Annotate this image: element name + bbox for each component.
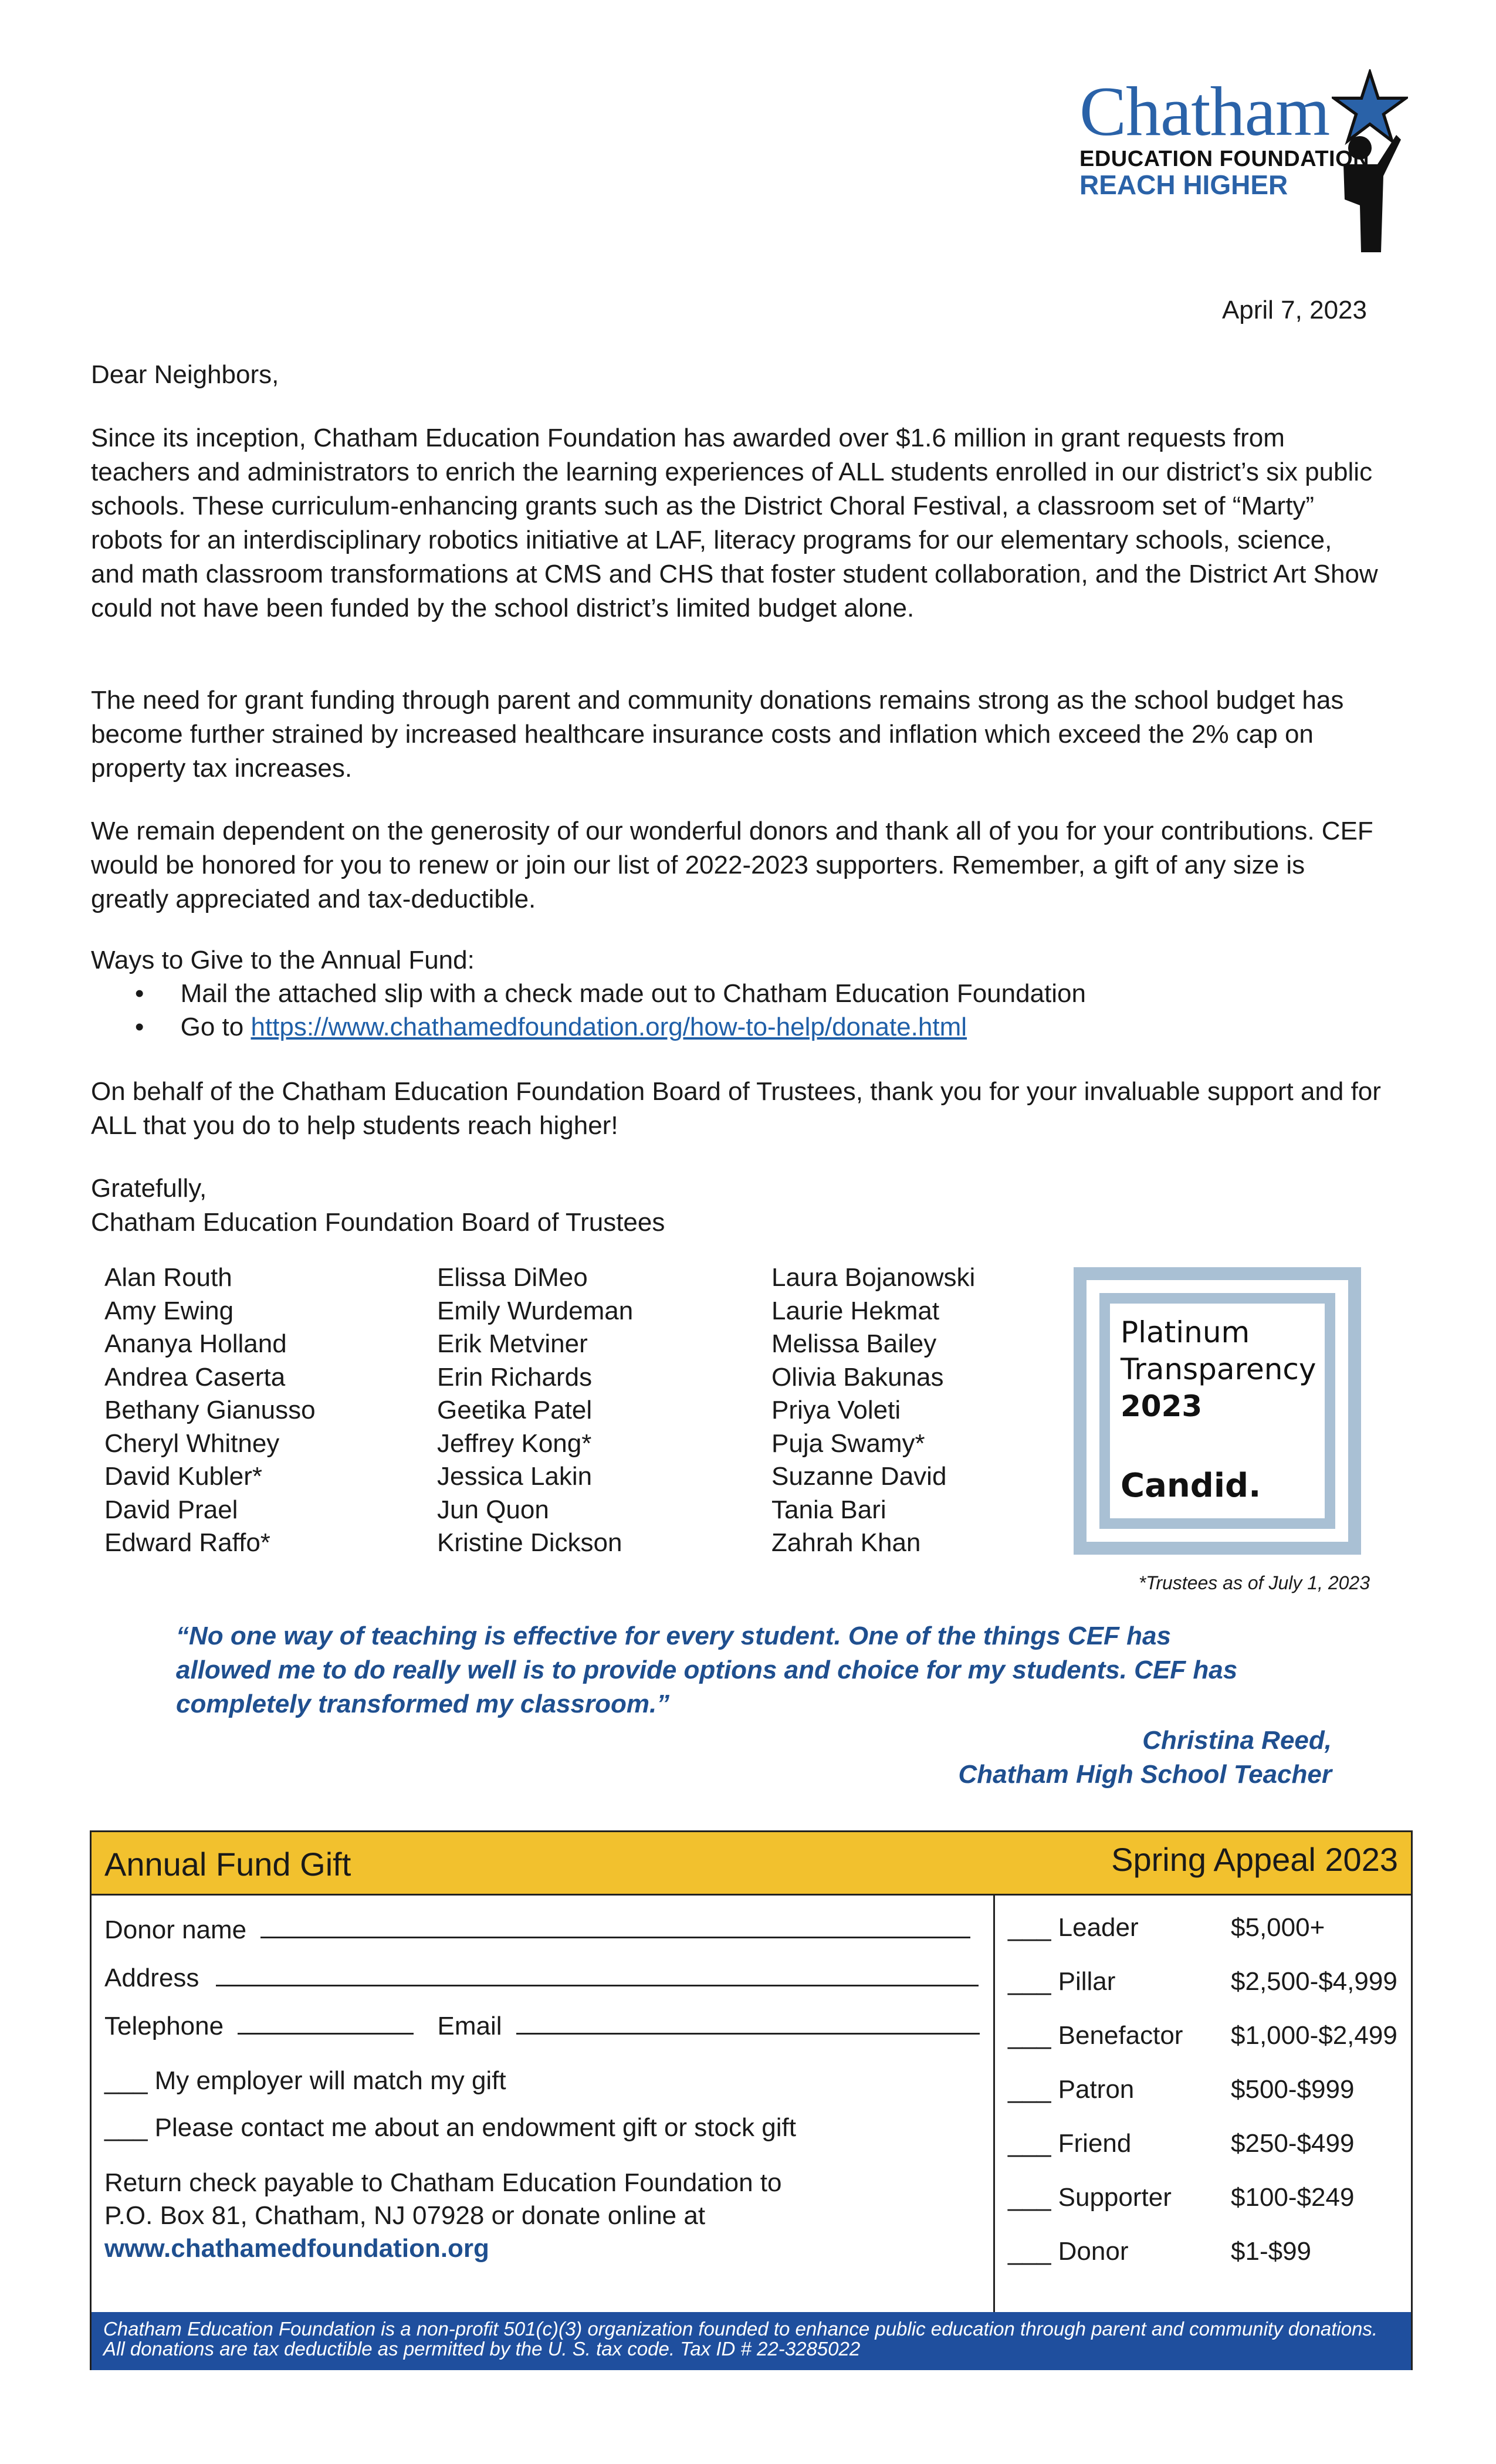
address-label: Address bbox=[104, 1964, 199, 1992]
trustee-name: Olivia Bakunas bbox=[771, 1362, 944, 1392]
trustee-name: Erik Metviner bbox=[437, 1329, 588, 1358]
telephone-field[interactable] bbox=[238, 2009, 414, 2035]
badge-line-2: Transparency bbox=[1121, 1352, 1316, 1386]
signoff-board: Chatham Education Foundation Board of Trustees bbox=[91, 1208, 665, 1237]
trustee-name: Laura Bojanowski bbox=[771, 1263, 976, 1292]
form-header bbox=[92, 1832, 1411, 1896]
trustee-name: Ananya Holland bbox=[104, 1329, 287, 1358]
form-title: Annual Fund Gift bbox=[104, 1846, 351, 1883]
address-field[interactable] bbox=[216, 1961, 979, 1986]
trustees-note: *Trustees as of July 1, 2023 bbox=[1138, 1572, 1370, 1593]
ways-item-online bbox=[135, 1010, 967, 1044]
giving-level-patron[interactable]: ___ Patron $500-$999 bbox=[1008, 2075, 1355, 2104]
ways-item-online-prefix: Go to bbox=[180, 1013, 251, 1041]
email-label: Email bbox=[437, 2012, 502, 2040]
ways-heading: Ways to Give to the Annual Fund: bbox=[91, 946, 475, 974]
logo-tagline-1: EDUCATION FOUNDATION bbox=[1079, 147, 1370, 171]
trustee-name: Jun Quon bbox=[437, 1495, 549, 1524]
ways-item-mail-text: Mail the attached slip with a check made out to Chatham Education Foundation bbox=[180, 979, 1086, 1008]
trustee-name: Puja Swamy* bbox=[771, 1429, 925, 1458]
logo-tagline-2: REACH HIGHER bbox=[1079, 170, 1288, 200]
giving-levels bbox=[995, 1896, 1413, 2312]
trustee-name: David Prael bbox=[104, 1495, 238, 1524]
trustee-name: Zahrah Khan bbox=[771, 1528, 921, 1557]
giving-level-friend[interactable]: ___ Friend $250-$499 bbox=[1008, 2129, 1355, 2158]
quote-line-3: completely transformed my classroom.” bbox=[176, 1690, 670, 1718]
letter-date: April 7, 2023 bbox=[1221, 296, 1367, 324]
trustee-list-col-2 bbox=[437, 1261, 633, 1560]
trustee-name: Geetika Patel bbox=[437, 1396, 593, 1424]
email-field[interactable] bbox=[516, 2009, 980, 2035]
trustee-name: Andrea Caserta bbox=[104, 1362, 286, 1392]
paragraph-grants: Since its inception, Chatham Education Foundation has awarded over $1.6 million in grant requests from teachers and administrators to enrich the learning experiences of ALL students enrolled in our district’s six public schools. These curriculum-enhancing grants such as the District Choral Festival, a classroom set of “Marty” robots for an interdisciplinary robotics initiative at LAF, literacy programs for our elementary schools, science, and math classroom transformations at CMS and CHS that foster student collaboration, and the District Art Show could not have been funded by the school district’s limited budget alone. bbox=[91, 424, 1378, 622]
signoff-gratefully: Gratefully, bbox=[91, 1174, 207, 1203]
giving-level-supporter[interactable]: ___ Supporter $100-$249 bbox=[1008, 2183, 1355, 2212]
giving-level-leader[interactable]: ___ Leader $5,000+ bbox=[1008, 1913, 1325, 1942]
form-donor-section bbox=[92, 1896, 995, 2312]
candid-transparency-badge bbox=[1074, 1267, 1361, 1555]
donate-link[interactable]: https://www.chathamedfoundation.org/how-to-help/donate.html bbox=[251, 1013, 967, 1041]
giving-level-benefactor[interactable]: ___ Benefactor $1,000-$2,499 bbox=[1008, 2021, 1397, 2050]
bullet-icon: • bbox=[135, 1013, 144, 1041]
trustee-name: Kristine Dickson bbox=[437, 1528, 622, 1557]
trustee-list-col-3 bbox=[771, 1261, 975, 1560]
cef-logo bbox=[1079, 65, 1408, 252]
trustee-name: David Kubler* bbox=[104, 1462, 263, 1491]
trustee-name: Jeffrey Kong* bbox=[437, 1429, 592, 1458]
badge-line-3: 2023 bbox=[1121, 1389, 1203, 1423]
bullet-icon: • bbox=[135, 979, 144, 1008]
trustee-name: Tania Bari bbox=[771, 1495, 886, 1524]
paragraph-need: The need for grant funding through parent and community donations remains strong as the school budget has become further strained by increased healthcare insurance costs and inflation which exceed the 2% cap on property tax increases. bbox=[91, 686, 1344, 783]
telephone-label: Telephone bbox=[104, 2012, 224, 2040]
return-line-2: P.O. Box 81, Chatham, NJ 07928 or donate online at bbox=[104, 2201, 706, 2230]
trustee-name: Suzanne David bbox=[771, 1462, 947, 1491]
quote-attribution-name: Christina Reed, bbox=[1142, 1726, 1332, 1755]
trustee-name: Cheryl Whitney bbox=[104, 1429, 280, 1458]
quote-attribution-title: Chatham High School Teacher bbox=[958, 1760, 1332, 1789]
website-link[interactable]: www.chathamedfoundation.org bbox=[104, 2234, 489, 2263]
form-appeal: Spring Appeal 2023 bbox=[1111, 1841, 1398, 1878]
ways-item-mail bbox=[135, 977, 1086, 1011]
badge-line-1: Platinum bbox=[1121, 1315, 1250, 1349]
paragraph-donors: We remain dependent on the generosity of our wonderful donors and thank all of you for your contributions. CEF would be honored for you to renew or join our list of 2022-2023 supporters. Remember, a gift of any size is greatly appreciated and tax-deductible. bbox=[91, 817, 1373, 913]
address-row bbox=[104, 1961, 979, 1995]
contact-row bbox=[104, 2009, 980, 2043]
donor-name-field[interactable] bbox=[260, 1913, 970, 1938]
badge-brand: Candid. bbox=[1121, 1467, 1261, 1505]
trustee-name: Edward Raffo* bbox=[104, 1528, 270, 1557]
return-line-1: Return check payable to Chatham Education Foundation to bbox=[104, 2168, 782, 2197]
trustee-name: Jessica Lakin bbox=[437, 1462, 593, 1491]
logo-wordmark: Chatham bbox=[1079, 72, 1330, 150]
trustee-list-col-1 bbox=[104, 1261, 316, 1560]
trustee-name: Laurie Hekmat bbox=[771, 1296, 940, 1325]
trustee-name: Priya Voleti bbox=[771, 1396, 901, 1424]
giving-level-donor[interactable]: ___ Donor $1-$99 bbox=[1008, 2237, 1312, 2266]
trustee-name: Erin Richards bbox=[437, 1362, 593, 1392]
trustee-name: Alan Routh bbox=[104, 1263, 232, 1292]
trustee-name: Elissa DiMeo bbox=[437, 1263, 588, 1292]
form-footer bbox=[92, 2312, 1411, 2370]
star-icon bbox=[1332, 69, 1408, 145]
trustee-name: Melissa Bailey bbox=[771, 1329, 937, 1358]
quote-line-1: “No one way of teaching is effective for every student. One of the things CEF has bbox=[176, 1622, 1171, 1650]
footer-tax-statement: All donations are tax deductible as permitted by the U. S. tax code. Tax ID # 22-3285022 bbox=[103, 2338, 861, 2360]
trustee-name: Emily Wurdeman bbox=[437, 1296, 634, 1325]
endowment-option[interactable]: ___ Please contact me about an endowment gift or stock gift bbox=[104, 2113, 796, 2142]
employer-match-option[interactable]: ___ My employer will match my gift bbox=[104, 2066, 506, 2095]
quote-line-2: allowed me to do really well is to provide options and choice for my students. CEF has bbox=[176, 1656, 1238, 1684]
donor-name-row bbox=[104, 1913, 970, 1947]
donor-name-label: Donor name bbox=[104, 1915, 247, 1944]
annual-fund-gift-form bbox=[90, 1830, 1413, 2370]
footer-nonprofit-statement: Chatham Education Foundation is a non-profit 501(c)(3) organization founded to enhance public education through parent and community donations. bbox=[103, 2318, 1378, 2340]
giving-level-pillar[interactable]: ___ Pillar $2,500-$4,999 bbox=[1008, 1967, 1397, 1996]
salutation: Dear Neighbors, bbox=[91, 360, 279, 389]
trustee-name: Amy Ewing bbox=[104, 1296, 234, 1325]
closing-paragraph: On behalf of the Chatham Education Foundation Board of Trustees, thank you for your invaluable support and for ALL that you do to help students reach higher! bbox=[91, 1077, 1381, 1140]
trustee-name: Bethany Gianusso bbox=[104, 1396, 316, 1424]
